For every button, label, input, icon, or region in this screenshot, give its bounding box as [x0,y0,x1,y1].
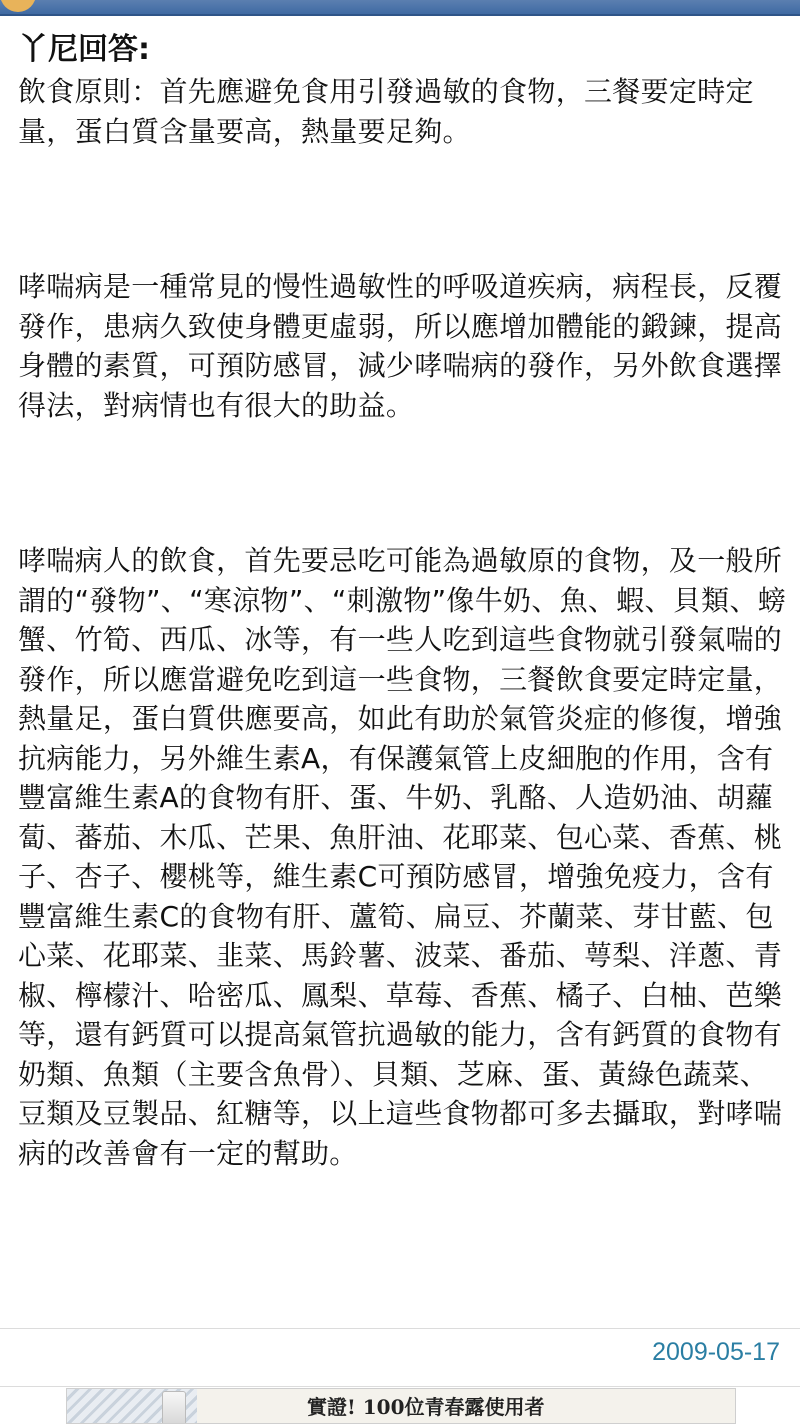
ad-banner[interactable] [66,1388,736,1424]
answer-paragraph-3: 哮喘病人的飲食，首先要忌吃可能為過敏原的食物，及一般所謂的“發物”、“寒涼物”、“刺激物”像牛奶、魚、蝦、貝類、螃蟹、竹筍、西瓜、冰等，有一些人吃到這些食物就引發氣喘的發作，所以應當避免吃到這一些食物，三餐飲食要定時定量，熱量足，蛋白質供應要高，如此有助於氣管炎症的修復，增強抗病能力，另外維生素A，有保護氣管上皮細胞的作用，含有豐富維生素A的食物有肝、蛋、牛奶、乳酪、人造奶油、胡蘿蔔、蕃茄、木瓜、芒果、魚肝油、花耶菜、包心菜、香蕉、桃子、杏子、櫻桃等，維生素C可預防感冒，增強免疫力，含有豐富維生素C的食物有肝、蘆筍、扁豆、芥蘭菜、芽甘藍、包心菜、花耶菜、韭菜、馬鈴薯、波菜、番茄、萼梨、洋蔥、青椒、檸檬汁、哈密瓜、鳳梨、草莓、香蕉、橘子、白柚、芭樂等，還有鈣質可以提高氣管抗過敏的能力，含有鈣質的食物有奶類、魚類（主要含魚骨）、貝類、芝麻、蛋、黃綠色蔬菜、豆類及豆製品、紅糖等，以上這些食物都可多去攝取，對哮喘病的改善會有一定的幫助。 [18,544,787,1170]
divider [0,1328,800,1329]
avatar-icon[interactable] [0,0,36,12]
divider [0,1386,800,1387]
answer-paragraph-2: 哮喘病是一種常見的慢性過敏性的呼吸道疾病，病程長，反覆發作，患病久致使身體更虛弱，所以應增加體能的鍛鍊，提高身體的素質，可預防感冒，減少哮喘病的發作，另外飲食選擇得法，對病情也有很大的助益。 [18,270,783,422]
answer-paragraph-1: 飲食原則：首先應避免食用引發過敏的食物，三餐要定時定量，蛋白質含量要高，熱量要足夠。 [18,75,754,148]
answer-content [18,30,788,1173]
answer-date: 2009-05-17 [652,1338,780,1366]
top-app-bar [0,0,800,16]
ad-image [67,1389,197,1423]
answer-title: 丫尼回答: [18,32,150,67]
bottle-icon [162,1391,186,1424]
ad-text: 實證! 100位青春露使用者 [307,1395,545,1419]
